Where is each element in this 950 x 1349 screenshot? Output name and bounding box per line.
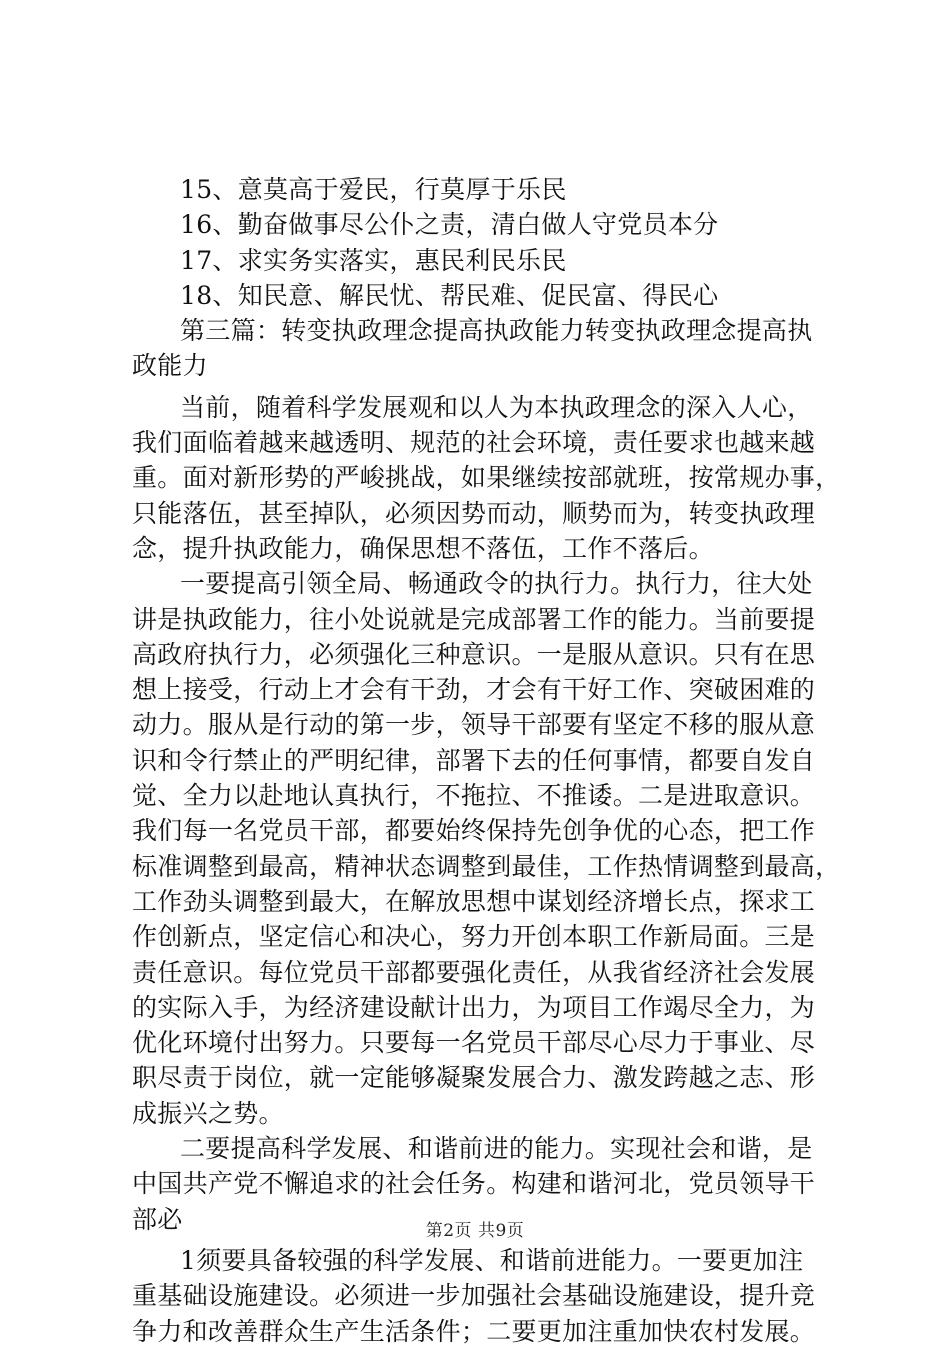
paragraph-infrastructure [132,1243,832,1349]
section-title-line: 政能力 [132,351,208,381]
paragraph-line: 想上接受，行动上才会有干劲，才会有干好工作、突破困难的 [132,675,816,705]
list-item: 15、意莫高于爱民，行莫厚于乐民 [180,175,567,204]
paragraph-line: 责任意识。每位党员干部都要强化责任，从我省经济社会发展 [132,957,816,987]
paragraph-line: 讲是执政能力，往小处说就是完成部署工作的能力。当前要提 [132,604,816,634]
list-item: 16、勤奋做事尽公仆之责，清白做人守党员本分 [180,210,719,240]
paragraph-line: 觉、全力以赴地认真执行，不拖拉、不推诿。二是进取意识。 [132,781,816,811]
paragraph-line: 一要提高引领全局、畅通政令的执行力。执行力，往大处 [180,569,813,599]
paragraph-line: 二要提高科学发展、和谐前进的能力。实现社会和谐，是 [180,1134,813,1164]
paragraph-line: 动力。服从是行动的第一步，领导干部要有坚定不移的服从意 [132,710,816,740]
paragraph-line: 部必 [132,1204,183,1234]
paragraph-line: 当前，随着科学发展观和以人为本执政理念的深入人心， [180,392,813,422]
paragraph-line: 高政府执行力，必须强化三种意识。一是服从意识。只有在思 [132,639,816,669]
paragraph-line: 重基础设施建设。必须进一步加强社会基础设施建设，提升竞 [132,1281,816,1311]
paragraph-line: 工作劲头调整到最大，在解放思想中谋划经济增长点，探求工 [132,886,816,916]
paragraph-intro [132,390,841,566]
paragraph-execution [132,566,841,1131]
page-number-footer: 第2页 共9页 [425,1221,525,1241]
paragraph-line: 标准调整到最高，精神状态调整到最佳，工作热情调整到最高， [132,851,841,881]
list-item: 17、求实务实落实，惠民利民乐民 [180,245,567,275]
section-title-line: 第三篇：转变执政理念提高执政能力转变执政理念提高执 [180,316,813,346]
slogan-list [132,172,832,313]
list-item: 18、知民意、解民忧、帮民难、促民富、得民心 [180,280,719,310]
paragraph-line: 我们面临着越来越透明、规范的社会环境，责任要求也越来越 [132,428,816,458]
paragraph-line: 职尽责于岗位，就一定能够凝聚发展合力、激发跨越之志、形 [132,1063,816,1093]
paragraph-line: 优化环境付出努力。只要每一名党员干部尽心尽力于事业、尽 [132,1028,816,1058]
document-body [132,172,841,1349]
paragraph-line: 识和令行禁止的严明纪律，部署下去的任何事情，都要自发自 [132,745,816,775]
paragraph-line: 作创新点，坚定信心和决心，努力开创本职工作新局面。三是 [132,922,816,952]
section-title [132,313,832,384]
paragraph-line: 的实际入手，为经济建设献计出力，为项目工作竭尽全力，为 [132,992,816,1022]
paragraph-line: 中国共产党不懈追求的社会任务。构建和谐河北，党员领导干 [132,1169,816,1199]
paragraph-line: 我们每一名党员干部，都要始终保持先创争优的心态，把工作 [132,816,816,846]
paragraph-line: 重。面对新形势的严峻挑战，如果继续按部就班，按常规办事， [132,463,841,493]
paragraph-line: 争力和改善群众生产生活条件；二要更加注重加快农村发展。 [132,1316,816,1346]
paragraph-line: 只能落伍，甚至掉队，必须因势而动，顺势而为，转变执政理 [132,498,816,528]
paragraph-line: 1须要具备较强的科学发展、和谐前进能力。一要更加注 [180,1245,804,1275]
paragraph-line: 念，提升执政能力，确保思想不落伍，工作不落后。 [132,533,714,563]
paragraph-line: 成振兴之势。 [132,1098,284,1128]
